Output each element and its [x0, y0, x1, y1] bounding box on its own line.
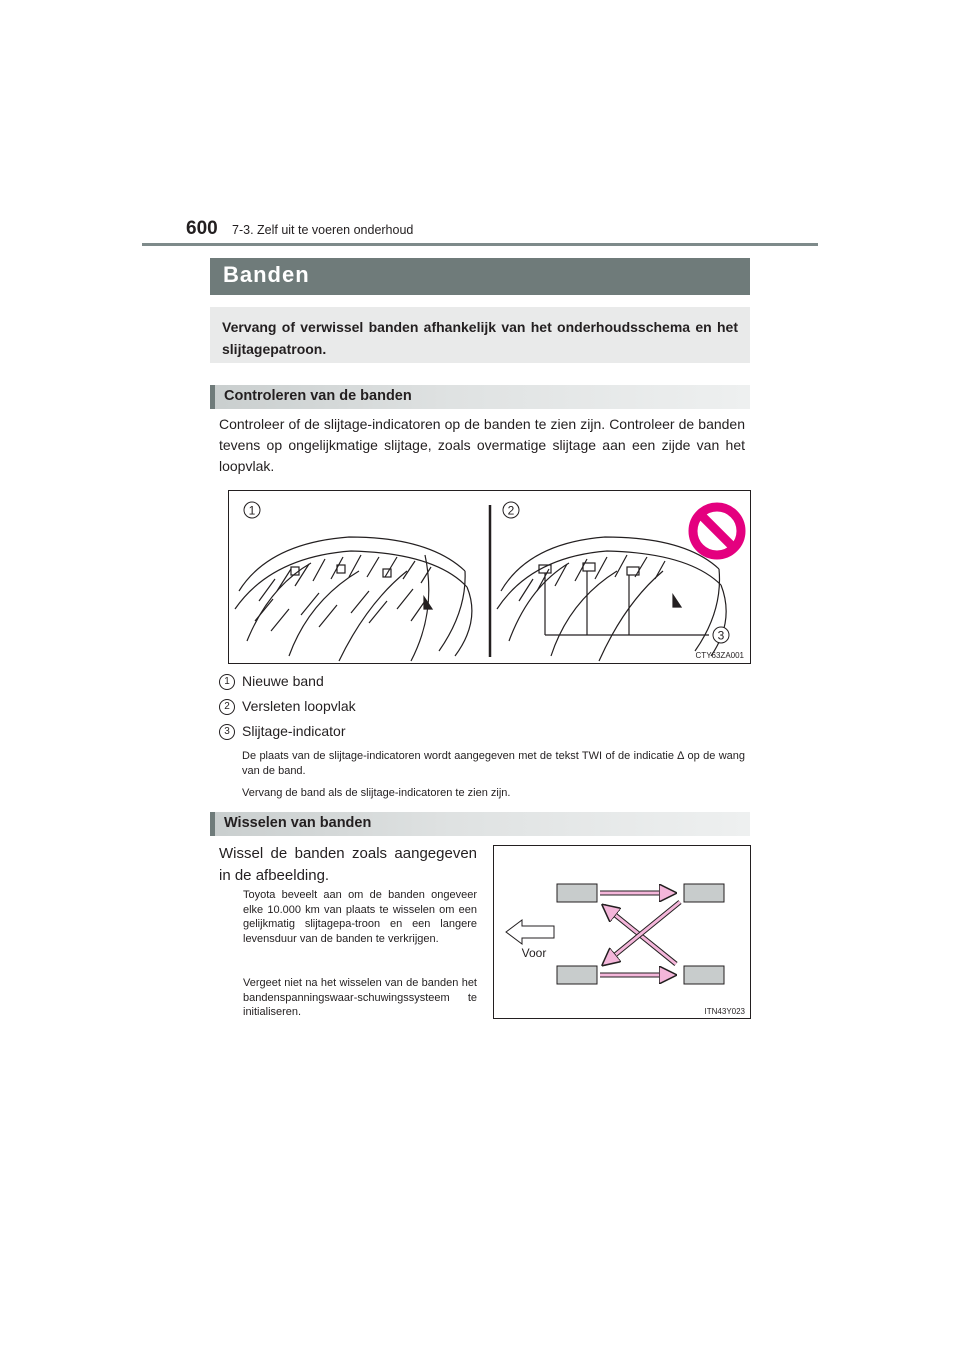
rotation-arrows: [600, 893, 680, 975]
rotate-section-heading: [210, 812, 750, 836]
intro-text: Vervang of verwissel banden afhankelijk van het onderhoudsschema en het slijtagepatroon.: [222, 319, 738, 357]
new-tire-drawing: [235, 537, 472, 661]
tire-front-right: [684, 884, 724, 902]
callout-3: 3: [717, 628, 725, 643]
check-body-text: Controleer of de slijtage-indicatoren op de banden te zien zijn. Controleer de banden tevens op ongelijkmatige slijtage, zoals overmatige slijtage aan een zijde van het loopvlak.: [219, 416, 745, 474]
tire-rotation-figure: [493, 845, 751, 1019]
front-label: Voor: [521, 946, 547, 960]
legend-text: Nieuwe band: [242, 673, 324, 689]
tire-rotation-diagram: [494, 846, 750, 1018]
tire-rear-right: [684, 966, 724, 984]
legend-text: Slijtage-indicator: [242, 723, 346, 739]
rotate-heading-text: Wisselen van banden: [224, 815, 372, 831]
prohibited-icon: [693, 507, 741, 555]
note-replace-tire: Vervang de band als de slijtage-indicatoren te zien zijn.: [242, 787, 511, 799]
worn-tire-drawing: [497, 537, 726, 661]
heading-marker: [210, 385, 215, 409]
intro-box: [210, 307, 750, 363]
title-bar: [210, 258, 750, 295]
tire-front-left: [557, 884, 597, 902]
legend-number: 3: [219, 724, 235, 740]
section-path: 7-3. Zelf uit te voeren onderhoud: [232, 223, 414, 237]
header-rule: [142, 243, 818, 246]
callout-1: 1: [248, 503, 256, 518]
page-number: 600: [186, 218, 218, 239]
legend-number: 1: [219, 674, 235, 690]
note-rotation-interval: Toyota beveelt aan om de banden ongeveer elke 10.000 km van plaats te wisselen om een gelijkmatig slijtagepa-troon en een langere levensduur van de banden te verkrijgen.: [243, 889, 477, 945]
page-title: Banden: [223, 262, 310, 287]
check-heading-text: Controleren van de banden: [224, 388, 412, 404]
figure-code: CTY63ZA001: [695, 651, 744, 660]
note-tpms-initialize: Vergeet niet na het wisselen van de banden het bandenspanningswaar-schuwingssysteem te initialiseren.: [243, 977, 477, 1018]
callout-2: 2: [507, 503, 515, 518]
check-section-heading: [210, 385, 750, 409]
figure-code: ITN43Y023: [704, 1007, 745, 1016]
tire-wear-illustration: [229, 491, 750, 663]
legend-number: 2: [219, 699, 235, 715]
tire-rear-left: [557, 966, 597, 984]
heading-marker: [210, 812, 215, 836]
tire-wear-figure: [228, 490, 751, 664]
legend-text: Versleten loopvlak: [242, 698, 356, 714]
rotate-body-text: Wissel de banden zoals aangegeven in de afbeelding.: [219, 845, 477, 884]
note-wear-indicator-location: De plaats van de slijtage-indicatoren wordt aangegeven met de tekst TWI of de indicatie ∆ op de wang van de band.: [242, 750, 745, 777]
front-direction-arrow-icon: [506, 920, 554, 944]
